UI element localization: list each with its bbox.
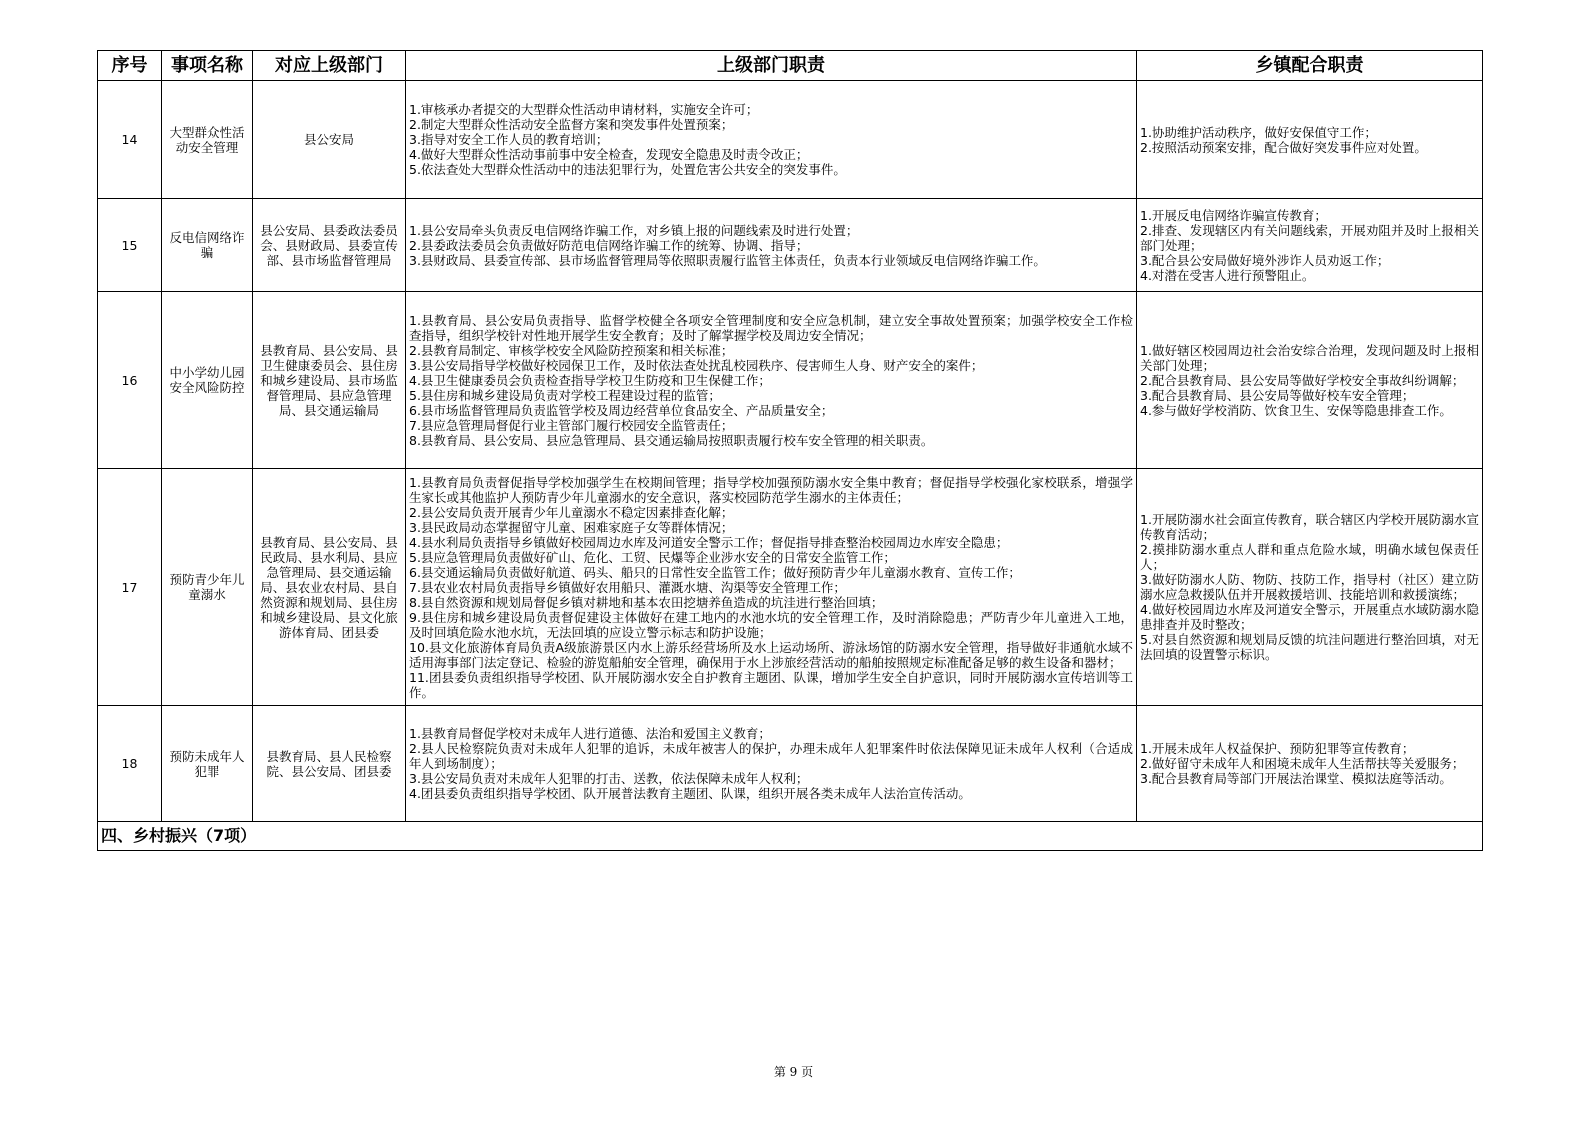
duty-line: 11.团县委负责组织指导学校团、队开展防溺水安全自护教育主题团、队课，增加学生安全自护意识，同时开展防溺水宣传培训等工作。: [409, 669, 1133, 700]
cell-superior-duties: [406, 706, 1137, 822]
cell-dept: 县教育局、县公安局、县卫生健康委员会、县住房和城乡建设局、县市场监督管理局、县应急管理局、县交通运输局: [253, 292, 406, 469]
duty-line: 6.县市场监督管理局负责监管学校及周边经营单位食品安全、产品质量安全；: [409, 402, 834, 418]
duty-line: 7.县应急管理局督促行业主管部门履行校园安全监管责任；: [409, 417, 734, 433]
cell-item-name: 预防未成年人犯罪: [162, 706, 253, 822]
header-item-name: 事项名称: [162, 51, 253, 81]
township-line: 4.对潜在受害人进行预警阻止。: [1140, 267, 1315, 283]
cell-township-duties: [1137, 292, 1483, 469]
duty-line: 6.县交通运输局负责做好航道、码头、船只的日常性安全监管工作；做好预防青少年儿童溺水教育、宣传工作；: [409, 564, 1021, 580]
duty-line: 3.县公安局指导学校做好校园保卫工作，及时依法查处扰乱校园秩序、侵害师生人身、财产安全的案件；: [409, 357, 984, 373]
township-line: 1.开展防溺水社会面宣传教育，联合辖区内学校开展防溺水宣传教育活动；: [1140, 512, 1479, 542]
cell-superior-duties: [406, 469, 1137, 706]
township-line: 2.做好留守未成年人和困境未成年人生活帮扶等关爱服务；: [1140, 756, 1465, 771]
duty-line: 4.县水利局负责指导乡镇做好校园周边水库及河道安全警示工作；督促指导排查整治校园周边水库安全隐患；: [409, 534, 1009, 550]
township-line: 1.做好辖区校园周边社会治安综合治理，发现问题及时上报相关部门处理；: [1140, 342, 1479, 373]
cell-township-duties: [1137, 199, 1483, 292]
cell-item-name: 大型群众性活动安全管理: [162, 81, 253, 199]
duty-line: 2.制定大型群众性活动安全监督方案和突发事件处置预案；: [409, 117, 734, 132]
township-line: 2.配合县教育局、县公安局等做好学校安全事故纠纷调解；: [1140, 372, 1465, 388]
cell-item-name: 中小学幼儿园安全风险防控: [162, 292, 253, 469]
township-line: 3.配合县教育局、县公安局等做好校车安全管理；: [1140, 387, 1415, 403]
page-number: 第 9 页: [773, 1065, 814, 1079]
duty-line: 8.县自然资源和规划局督促乡镇对耕地和基本农田挖塘养鱼造成的坑洼进行整治回填；: [409, 594, 884, 610]
cell-superior-duties: [406, 199, 1137, 292]
table-row: [98, 292, 1483, 469]
township-line: 4.做好校园周边水库及河道安全警示，开展重点水域防溺水隐患排查并及时整改；: [1140, 602, 1479, 632]
duty-line: 10.县文化旅游体育局负责A级旅游景区内水上游乐经营场所及水上运动场所、游泳场馆的防溺水安全管理，指导做好非通航水域不适用海事部门法定登记、检验的游览船舶安全管理，确保用于水上涉旅经营活动的船舶按照规定标准配备足够的救生设备和器材；: [409, 639, 1133, 670]
table-row: [98, 706, 1483, 822]
cell-dept: 县公安局: [253, 81, 406, 199]
duty-line: 4.县卫生健康委员会负责检查指导学校卫生防疫和卫生保健工作；: [409, 372, 771, 388]
township-line: 4.参与做好学校消防、饮食卫生、安保等隐患排查工作。: [1140, 402, 1452, 418]
header-superior-duties: 上级部门职责: [406, 51, 1137, 81]
cell-item-name: 预防青少年儿童溺水: [162, 469, 253, 706]
duty-line: 2.县教育局制定、审核学校安全风险防控预案和相关标准；: [409, 342, 734, 358]
township-line: 2.排查、发现辖区内有关问题线索，开展劝阻并及时上报相关部门处理；: [1140, 222, 1479, 253]
township-line: 2.摸排防溺水重点人群和重点危险水域，明确水域包保责任人；: [1140, 542, 1479, 572]
cell-no: 15: [98, 199, 162, 292]
duty-line: 5.依法查处大型群众性活动中的违法犯罪行为，处置危害公共安全的突发事件。: [409, 162, 846, 177]
header-township-duties: 乡镇配合职责: [1137, 51, 1483, 81]
table-row: [98, 81, 1483, 199]
header-dept: 对应上级部门: [253, 51, 406, 81]
cell-township-duties: [1137, 81, 1483, 199]
duty-line: 1.审核承办者提交的大型群众性活动申请材料，实施安全许可；: [409, 102, 759, 117]
duty-line: 2.县公安局负责开展青少年儿童溺水不稳定因素排查化解；: [409, 504, 734, 520]
section-title: 四、乡村振兴（7项）: [98, 822, 1483, 851]
township-line: 1.开展未成年人权益保护、预防犯罪等宣传教育；: [1140, 741, 1415, 756]
cell-no: 14: [98, 81, 162, 199]
table-row: [98, 199, 1483, 292]
cell-no: 16: [98, 292, 162, 469]
duty-line: 5.县应急管理局负责做好矿山、危化、工贸、民爆等企业涉水安全的日常安全监管工作；: [409, 549, 896, 565]
duty-line: 8.县教育局、县公安局、县应急管理局、县交通运输局按照职责履行校车安全管理的相关职责。: [409, 432, 934, 448]
cell-dept: 县教育局、县人民检察院、县公安局、团县委: [253, 706, 406, 822]
cell-no: 17: [98, 469, 162, 706]
cell-dept: 县教育局、县公安局、县民政局、县水利局、县应急管理局、县交通运输局、县农业农村局、县自然资源和规划局、县住房和城乡建设局、县文化旅游体育局、团县委: [253, 469, 406, 706]
responsibility-table: [97, 50, 1483, 851]
duty-line: 4.团县委负责组织指导学校团、队开展普法教育主题团、队课，组织开展各类未成年人法治宣传活动。: [409, 786, 971, 801]
duty-line: 7.县农业农村局负责指导乡镇做好农用船只、灌溉水塘、沟渠等安全管理工作；: [409, 579, 846, 595]
township-line: 1.协助维护活动秩序，做好安保值守工作；: [1140, 124, 1377, 140]
duty-line: 4.做好大型群众性活动事前事中安全检查，发现安全隐患及时责令改正；: [409, 147, 809, 162]
township-line: 3.做好防溺水人防、物防、技防工作，指导村（社区）建立防溺水应急救援队伍并开展救援培训、技能培训和救援演练；: [1140, 572, 1479, 602]
cell-no: 18: [98, 706, 162, 822]
cell-dept: 县公安局、县委政法委员会、县财政局、县委宣传部、县市场监督管理局: [253, 199, 406, 292]
duty-line: 1.县教育局督促学校对未成年人进行道德、法治和爱国主义教育；: [409, 726, 771, 741]
cell-township-duties: [1137, 706, 1483, 822]
header-row: [98, 51, 1483, 81]
table-row: [98, 469, 1483, 706]
section-row: [98, 822, 1483, 851]
duty-line: 3.县公安局负责对未成年人犯罪的打击、送教，依法保障未成年人权利；: [409, 771, 809, 786]
township-line: 5.对县自然资源和规划局反馈的坑洼问题进行整治回填，对无法回填的设置警示标识。: [1140, 632, 1479, 662]
duty-line: 3.指导对安全工作人员的教育培训；: [409, 132, 609, 147]
cell-item-name: 反电信网络诈骗: [162, 199, 253, 292]
duty-line: 1.县教育局负责督促指导学校加强学生在校期间管理；指导学校加强预防溺水安全集中教育；督促指导学校强化家校联系，增强学生家长或其他监护人预防青少年儿童溺水的安全意识，落实校园防范学生溺水的主体责任；: [409, 474, 1133, 505]
township-line: 3.配合县教育局等部门开展法治课堂、模拟法庭等活动。: [1140, 771, 1452, 786]
township-line: 3.配合县公安局做好境外涉诈人员劝返工作；: [1140, 252, 1390, 268]
duty-line: 9.县住房和城乡建设局负责督促建设主体做好在建工地内的水池水坑的安全管理工作，及时消除隐患；严防青少年儿童进入工地，及时回填危险水池水坑，无法回填的应设立警示标志和防护设施；: [409, 609, 1133, 640]
township-line: 1.开展反电信网络诈骗宣传教育；: [1140, 207, 1327, 223]
duty-line: 1.县公安局牵头负责反电信网络诈骗工作，对乡镇上报的问题线索及时进行处置；: [409, 222, 859, 238]
duty-line: 5.县住房和城乡建设局负责对学校工程建设过程的监管；: [409, 387, 721, 403]
cell-superior-duties: [406, 292, 1137, 469]
duty-line: 3.县民政局动态掌握留守儿童、困难家庭子女等群体情况；: [409, 519, 734, 535]
duty-line: 2.县委政法委员会负责做好防范电信网络诈骗工作的统筹、协调、指导；: [409, 237, 809, 253]
cell-township-duties: [1137, 469, 1483, 706]
cell-superior-duties: [406, 81, 1137, 199]
duty-line: 3.县财政局、县委宣传部、县市场监督管理局等依照职责履行监管主体责任，负责本行业领域反电信网络诈骗工作。: [409, 252, 1046, 268]
header-no: 序号: [98, 51, 162, 81]
duty-line: 1.县教育局、县公安局负责指导、监督学校健全各项安全管理制度和安全应急机制，建立安全事故处置预案；加强学校安全工作检查指导，组织学校针对性地开展学生安全教育；及时了解掌握学校及周边安全情况；: [409, 312, 1133, 343]
duty-line: 2.县人民检察院负责对未成年人犯罪的追诉，未成年被害人的保护，办理未成年人犯罪案件时依法保障见证未成年人权利（合适成年人到场制度）；: [409, 741, 1133, 771]
township-line: 2.按照活动预案安排，配合做好突发事件应对处置。: [1140, 139, 1427, 155]
